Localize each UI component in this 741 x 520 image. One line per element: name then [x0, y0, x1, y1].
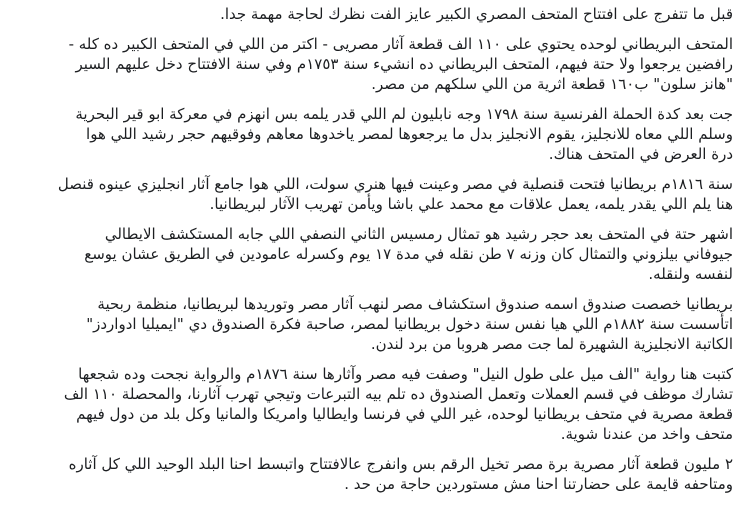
paragraph-1: قبل ما تتفرج على افتتاح المتحف المصري الكبير عايز الفت نظرك لحاجة مهمة جدا.: [220, 5, 733, 23]
paragraph-2: المتحف البريطاني لوحده يحتوي على ١١٠ الف قطعة آثار مصريى - اكتر من اللي في المتحف الكبير ده كله - رافضين يرجعوا ولا حتة فيهم، المتحف البريطاني ده انشيء سنة ١٧٥٣م وفي سنة الافتتاح دخل عليهم السير "هانز سلون" ب١٦٠ قطعة اثرية من اللي سلكهم من مصر.: [68, 35, 733, 93]
paragraph-6: بريطانيا خصصت صندوق اسمه صندوق استكشاف مصر لنهب آثار مصر وتوريدها لبريطانيا، منظمة ربحية اتأسست سنة ١٨٨٢م اللي هيا نفس سنة دخول بريطانيا لمصر، صاحبة فكرة الصندوق دي "ايميليا ادواردز" الكاتبة الانجليزية الشهيرة لما جت مصر هروبا من برد لندن.: [86, 295, 733, 353]
paragraph-7: كتبت هنا رواية "الف ميل على طول النيل" وصفت فيه مصر وآثارها سنة ١٨٧٦م والرواية نجحت وده شجعها تشارك موظف في قسم العملات وتعمل الصندوق ده تلم بيه التبرعات وتيجي تهرب آثارنا، والمحصلة ١١٠ الف قطعة مصرية في متحف بريطانيا لوحده، غير اللي في فرنسا وايطاليا وامريكا والمانيا وكل بلد من دول فيهم متحف واخد من عندنا شوية.: [63, 365, 733, 443]
paragraph-5: اشهر حتة في المتحف بعد حجر رشيد هو تمثال رمسيس الثاني النصفي اللي جابه المستكشف الايطالي جيوفاني بيلزوني والتمثال كان وزنه ٧ طن نقله في مدة ١٧ يوم وكسرله عامودين في الطريق عشان يوسع لنفسه ولنقله.: [84, 225, 733, 283]
paragraph-3: جت بعد كدة الحملة الفرنسية سنة ١٧٩٨ وجه نابليون لم اللي قدر يلمه بس انهزم في معركة ابو قير البحرية وسلم اللي معاه للانجليز، يقوم الانجليز بدل ما يرجعوها لمصر ياخدوها معاهم وفوقيهم حجر رشيد اللي هوا درة العرض في المتحف هناك.: [75, 105, 733, 163]
paragraph-8: ٢ مليون قطعة آثار مصرية برة مصر تخيل الرقم بس وانفرج عالافتتاح واتبسط احنا البلد الوحيد اللي كل آثاره ومتاحفه قايمة على حضارتنا احنا مش مستوردين حاجة من حد .: [68, 455, 733, 493]
paragraph-4: سنة ١٨١٦م بريطانيا فتحت قنصلية في مصر وعينت فيها هنري سولت، اللي هوا جامع آثار انجليزي عينوه قنصل هنا يلم اللي يقدر يلمه، يعمل علاقات مع محمد علي باشا ويأمن تهريب الآثار لبريطانيا.: [57, 175, 733, 213]
